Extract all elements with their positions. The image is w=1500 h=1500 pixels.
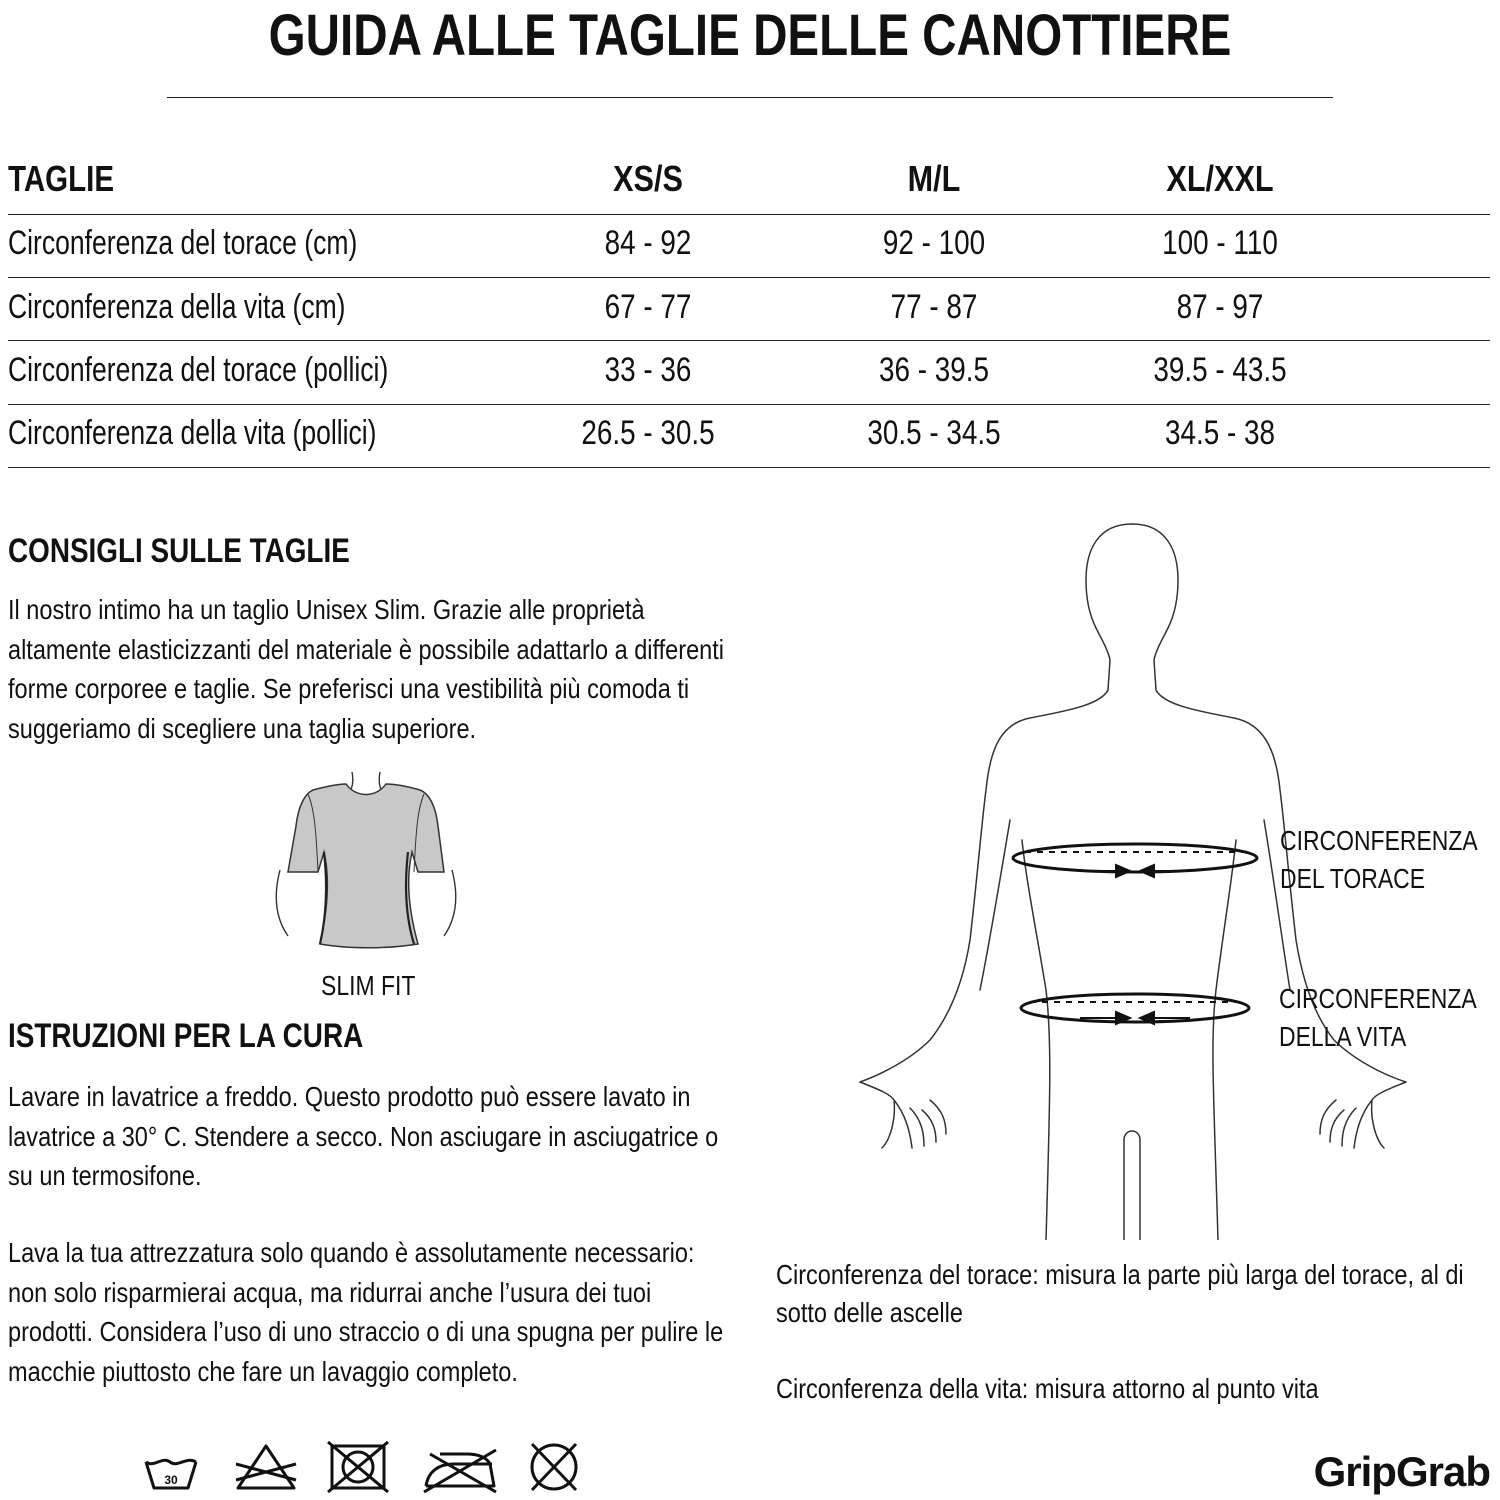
brand-logo: GripGrab xyxy=(1313,1448,1490,1495)
care-heading: ISTRUZIONI PER LA CURA xyxy=(8,1017,364,1055)
title-divider xyxy=(167,97,1333,98)
waist-label: CIRCONFERENZA DELLA VITA xyxy=(1279,983,1477,1052)
table-row-label: Circonferenza della vita (cm) xyxy=(8,288,346,326)
table-cell: 26.5 - 30.5 xyxy=(581,414,715,452)
sizing-tips-text: Il nostro intimo ha un taglio Unisex Slim. Grazie alle proprietà altamente elasticizzanti del materiale è possibile adattarlo a differenti forme corporee e taglie. Se preferisci una vestibilità più comoda ti suggeriamo di scegliere una taglia superiore. xyxy=(8,594,725,744)
table-cell: 100 - 110 xyxy=(1162,224,1278,262)
table-row-label: Circonferenza del torace (pollici) xyxy=(8,351,389,389)
table-cell: 84 - 92 xyxy=(604,224,692,262)
table-row-label: Circonferenza della vita (pollici) xyxy=(8,414,377,452)
care-text-1: Lavare in lavatrice a freddo. Questo prodotto può essere lavato in lavatrice a 30° C. Stendere a secco. Non asciugare in asciugatrice o su un termosifone. xyxy=(8,1081,719,1191)
table-rule xyxy=(8,340,1490,341)
table-cell: 36 - 39.5 xyxy=(878,351,990,389)
table-cell: 39.5 - 43.5 xyxy=(1153,351,1287,389)
table-header-label: TAGLIE xyxy=(8,158,115,199)
sizing-tips-heading: CONSIGLI SULLE TAGLIE xyxy=(8,532,350,570)
table-cell: 67 - 77 xyxy=(604,288,692,326)
chest-measure-note: Circonferenza del torace: misura la parte più larga del torace, al di sotto delle ascelle xyxy=(776,1259,1464,1328)
no-tumble-dry-icon xyxy=(328,1442,388,1492)
table-rule xyxy=(8,214,1490,215)
table-cell: 33 - 36 xyxy=(604,351,692,389)
slim-fit-label: SLIM FIT xyxy=(321,970,416,1001)
chest-label: CIRCONFERENZA DEL TORACE xyxy=(1280,825,1478,894)
table-cell: 87 - 97 xyxy=(1176,288,1264,326)
no-iron-icon xyxy=(424,1450,496,1492)
no-dry-clean-icon xyxy=(532,1444,576,1490)
wash-30-icon xyxy=(146,1460,196,1488)
table-cell: 34.5 - 38 xyxy=(1164,414,1276,452)
no-bleach-icon xyxy=(236,1446,296,1488)
table-row-label: Circonferenza del torace (cm) xyxy=(8,224,358,262)
table-header-xs-s: XS/S xyxy=(613,158,683,199)
care-text-2: Lava la tua attrezzatura solo quando è assolutamente necessario: non solo risparmierai acqua, ma ridurrai anche l’usura dei tuoi prodotti. Considera l’uso di uno straccio o di una spugna per pulire le macchie piuttosto che fare un lavaggio completo. xyxy=(8,1237,724,1387)
table-rule xyxy=(8,467,1490,468)
chest-measure-ring xyxy=(1013,844,1257,872)
table-cell: 30.5 - 34.5 xyxy=(867,414,1001,452)
table-cell: 77 - 87 xyxy=(890,288,978,326)
slim-fit-shirt-illustration xyxy=(268,768,463,968)
table-header-xl-xxl: XL/XXL xyxy=(1166,158,1274,199)
table-header-m-l: M/L xyxy=(907,158,961,199)
table-rule xyxy=(8,404,1490,405)
waist-measure-note: Circonferenza della vita: misura attorno al punto vita xyxy=(776,1373,1319,1404)
table-rule xyxy=(8,277,1490,278)
svg-text:30: 30 xyxy=(164,1473,178,1487)
page-title: GUIDA ALLE TAGLIE DELLE CANOTTIERE xyxy=(268,3,1232,68)
care-icons xyxy=(140,1440,610,1500)
table-cell: 92 - 100 xyxy=(882,224,986,262)
